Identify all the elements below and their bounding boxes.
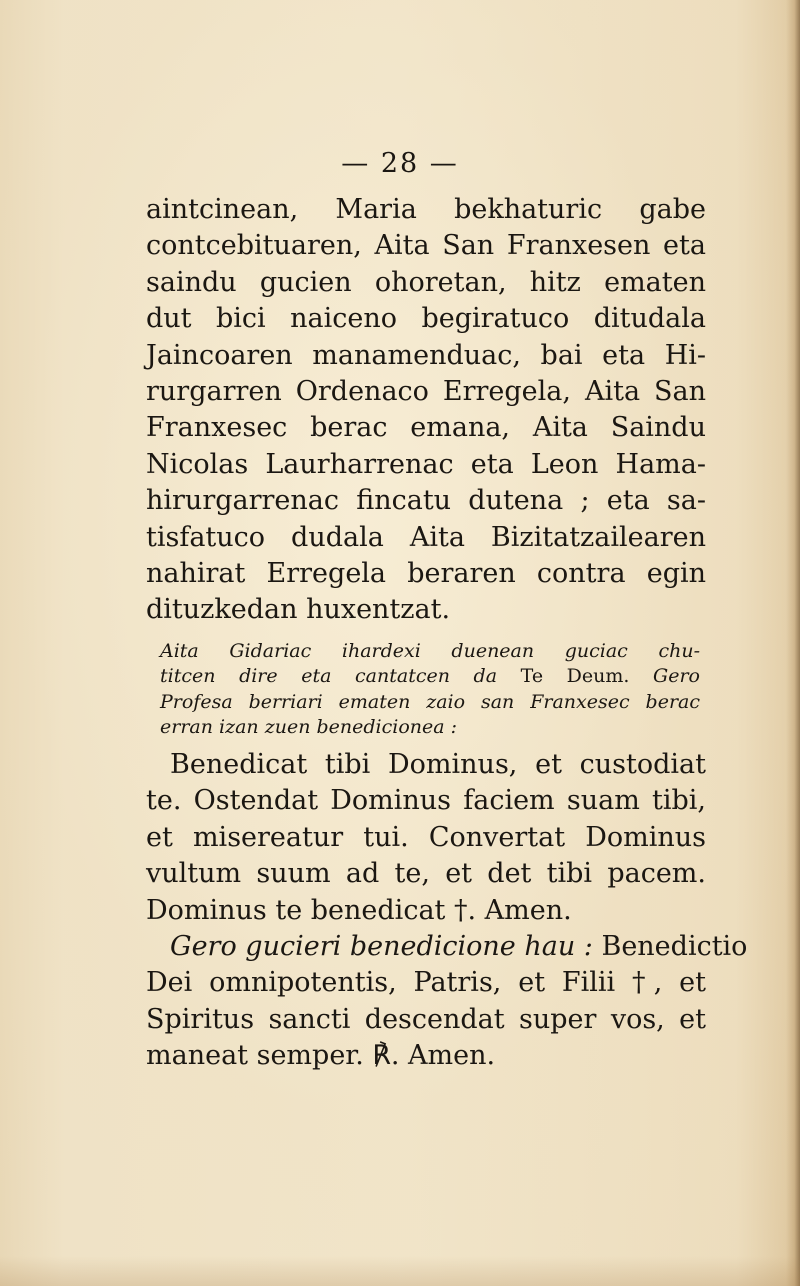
text-line — [146, 929, 748, 965]
page-bottom-shadow — [0, 1256, 800, 1286]
rubric-line: Aita Gidariac ihardexi duenean guciac chu- — [160, 639, 700, 662]
text-line: nahirat Erregela beraren contra egin — [146, 558, 706, 590]
text-line: saindu gucien ohoretan, hitz ematen — [146, 266, 706, 298]
text-line: vultum suum ad te, et det tibi pacem. — [146, 858, 706, 890]
text-line: dituzkedan huxentzat. — [146, 594, 451, 626]
text-line: Franxesec berac emana, Aita Saindu — [146, 412, 706, 444]
page-body — [146, 192, 748, 1075]
rubric-line: erran izan zuen benedicionea : — [160, 716, 458, 739]
page-number: — 28 — — [341, 148, 459, 179]
italic-lead: Gero gucieri benedicione hau : — [170, 930, 593, 962]
paragraph-oath — [146, 192, 706, 629]
paragraph-final-blessing — [146, 929, 748, 1075]
text-line: Benedicat tibi Dominus, et custodiat — [170, 748, 706, 780]
text-line: Spiritus sancti descendat super vos, et — [146, 1003, 706, 1035]
paragraph-blessing — [146, 747, 706, 929]
text-line: rurgarren Ordenaco Erregela, Aita San — [146, 376, 706, 408]
text-line: maneat semper. ℟. Amen. — [146, 1040, 496, 1072]
rubric-te-deum: Te Deum. — [497, 665, 630, 688]
text-line: te. Ostendat Dominus faciem suam tibi, — [146, 785, 706, 817]
text-line: contcebituaren, Aita San Franxesen eta — [146, 230, 706, 262]
text-line: Dei omnipotentis, Patris, et Filii †, et — [146, 967, 706, 999]
text-line: hirurgarrenac fincatu dutena ; eta sa- — [146, 485, 706, 517]
text-line: tisfatuco dudala Aita Bizitatzailearen — [146, 521, 706, 553]
rubric-text: titcen dire eta cantatcen da — [160, 665, 498, 688]
page-edge-shadow — [786, 0, 800, 1286]
rubric-line — [160, 664, 700, 690]
text-line: Dominus te benedicat †. Amen. — [146, 894, 572, 926]
text-line: Jaincoaren manamenduac, bai eta Hi- — [146, 339, 706, 371]
text-line: aintcinean, Maria bekhaturic gabe — [146, 194, 706, 225]
rubric-line: Profesa berriari ematen zaio san Franxesec berac — [160, 690, 700, 713]
rubric-instruction — [146, 639, 700, 741]
text-run: Benedictio — [592, 930, 748, 962]
text-line: Nicolas Laurharrenac eta Leon Hama- — [146, 448, 706, 480]
text-line: dut bici naiceno begiratuco ditudala — [146, 303, 706, 335]
rubric-text: Gero — [629, 665, 700, 688]
text-line: et misereatur tui. Convertat Dominus — [146, 821, 706, 853]
